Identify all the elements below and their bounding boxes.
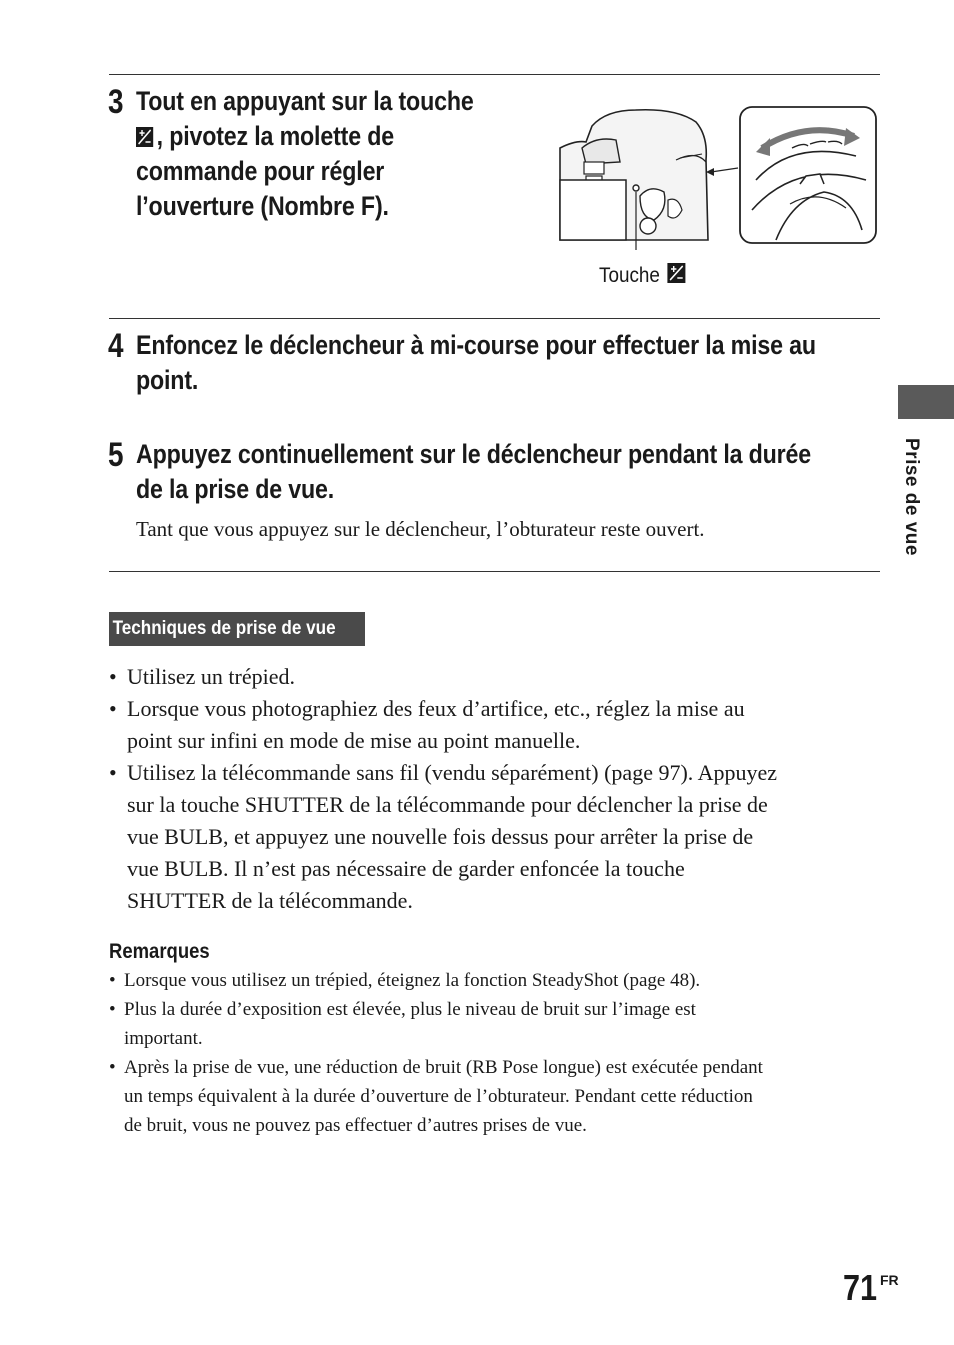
bullet: • [109,696,117,721]
bullet: • [109,760,117,785]
list-item-line: SHUTTER de la télécommande. [127,888,413,913]
step-number: 3 [108,83,124,121]
step-instruction [136,84,514,224]
step5-body: Tant que vous appuyez sur le déclencheur, l’obturateur reste ouvert. [136,517,705,541]
step-line: de la prise de vue. [136,474,335,504]
list-item-line: important. [124,1028,203,1049]
list-item-line: Utilisez la télécommande sans fil (vendu séparément) (page 97). Appuyez [127,760,777,785]
bullet: • [109,1057,116,1078]
page-number: 71 [843,1267,878,1308]
touche-caption: Touche [599,262,689,290]
section-side-label: Prise de vue [901,438,922,556]
step-number: 5 [108,436,124,474]
step-line: point. [136,365,199,395]
top-rule [109,74,880,75]
bullet: • [109,999,116,1020]
list-item-line: vue BULB. Il n’est pas nécessaire de garder enfoncée la touche [127,856,685,881]
list-item-line: vue BULB, et appuyez une nouvelle fois dessus pour arrêter la prise de [127,824,754,849]
list-item-line: Après la prise de vue, une réduction de bruit (RB Pose longue) est exécutée pendant [124,1057,763,1078]
step-line: Tout en appuyant sur la touche [136,86,474,116]
step-number: 4 [108,327,124,365]
exposure-compensation-icon [136,127,153,147]
section-tab-marker [898,385,954,419]
list-item-line: Lorsque vous utilisez un trépied, éteignez la fonction SteadyShot (page 48). [124,970,701,991]
list-item-line: un temps équivalent à la durée d’ouverture de l’obturateur. Pendant cette réduction [124,1086,753,1107]
step-instruction [136,437,893,507]
step-line: , pivotez la molette de [136,119,514,154]
step-line: Appuyez continuellement sur le déclencheur pendant la durée [136,439,811,469]
step-line: Enfoncez le déclencheur à mi-course pour effectuer la mise au [136,330,816,360]
step-line: l’ouverture (Nombre F). [136,191,389,221]
step4-rule [109,318,880,319]
list-item-line: Plus la durée d’exposition est élevée, plus le niveau de bruit sur l’image est [124,999,696,1020]
list-item-line: point sur infini en mode de mise au point manuelle. [127,728,581,753]
bullet: • [109,664,117,689]
techniques-heading: Techniques de prise de vue [109,612,365,646]
remarks-heading: Remarques [109,940,210,963]
step-line: commande pour régler [136,156,385,186]
exposure-compensation-icon [667,263,685,283]
page-language: FR [880,1272,899,1288]
camera-illustration [556,100,880,255]
section-end-rule [109,571,880,572]
bullet: • [109,970,116,991]
list-item-line: Lorsque vous photographiez des feux d’artifice, etc., réglez la mise au [127,696,745,721]
step-instruction [136,328,893,398]
list-item-line: sur la touche SHUTTER de la télécommande pour déclencher la prise de [127,792,768,817]
list-item-line: de bruit, vous ne pouvez pas effectuer d’autres prises de vue. [124,1115,587,1136]
list-item-line: Utilisez un trépied. [127,664,296,689]
